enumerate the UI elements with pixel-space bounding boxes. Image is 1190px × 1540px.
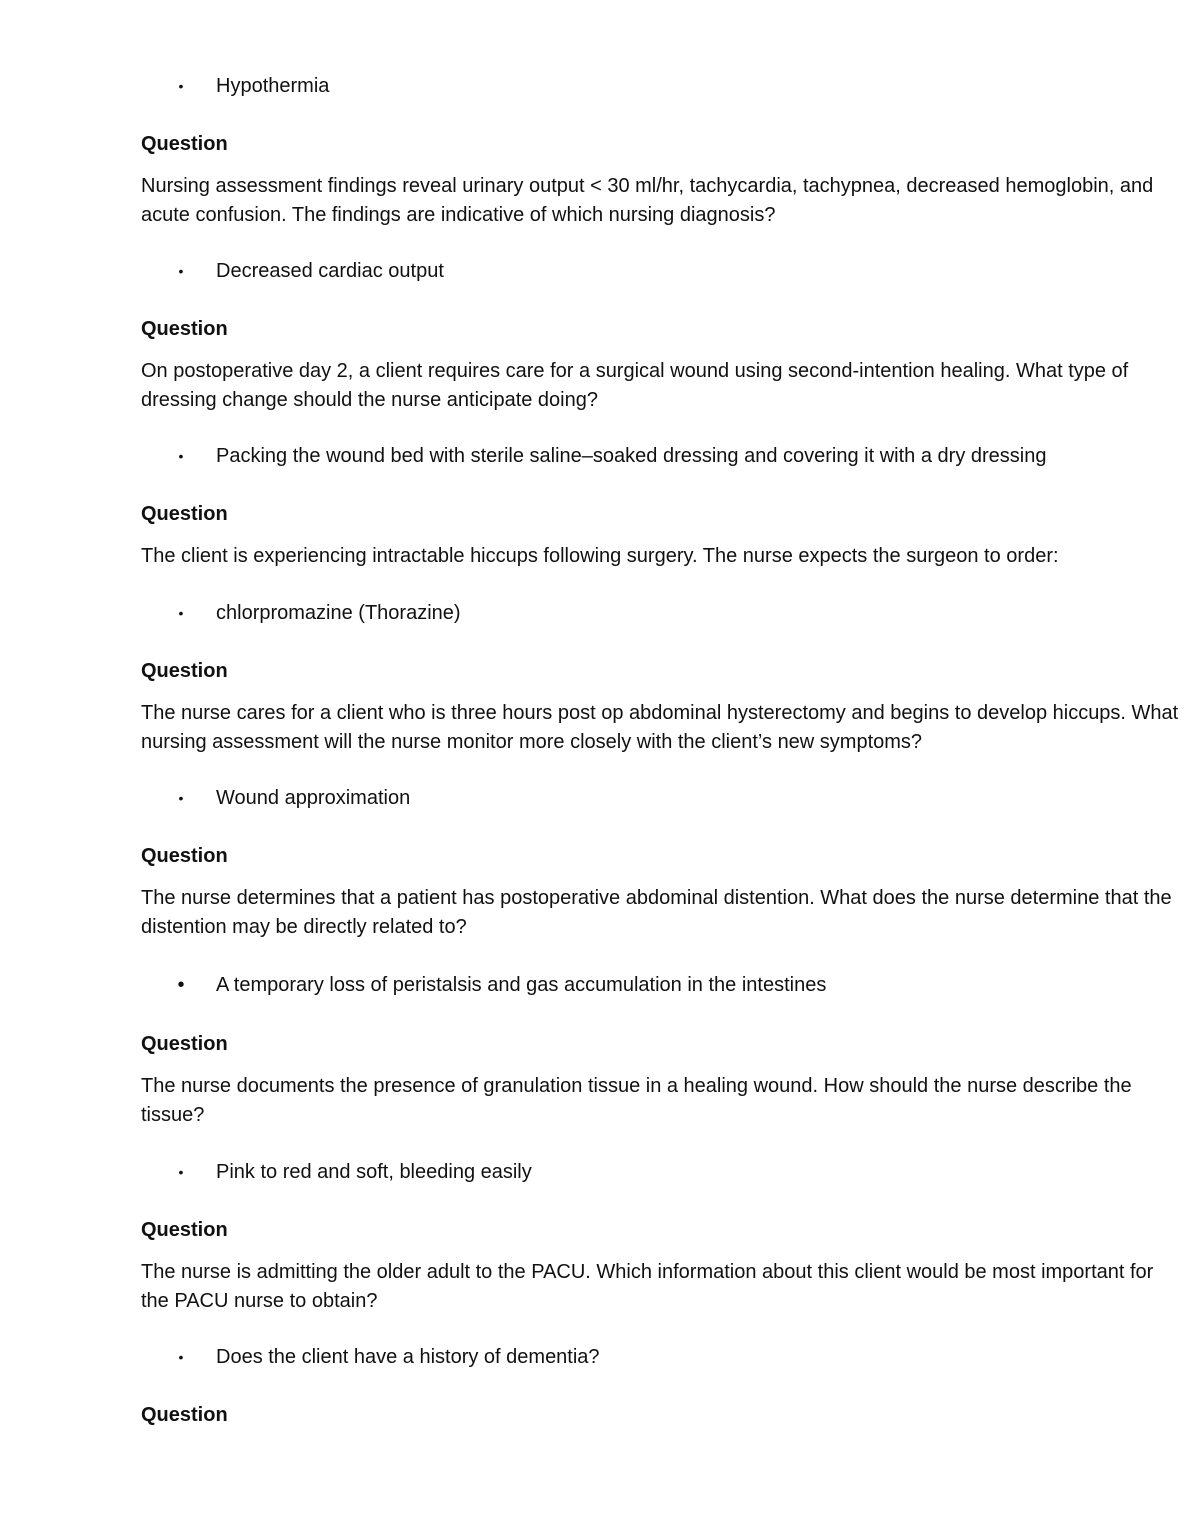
bullet-point: • — [178, 78, 184, 94]
bullet-point: • — [178, 605, 184, 621]
answer-text: chlorpromazine (Thorazine) — [216, 602, 461, 624]
question-heading: Question — [141, 1219, 228, 1241]
question-heading: Question — [141, 1033, 228, 1055]
bullet-point: • — [178, 1349, 184, 1365]
answer-bullet — [0, 598, 1190, 628]
answer-bullet — [0, 1342, 1190, 1372]
answer-bullet — [0, 256, 1190, 286]
question-heading: Question — [141, 845, 228, 867]
answer-text: Does the client have a history of dementia? — [216, 1346, 600, 1368]
answer-text: Packing the wound bed with sterile saline–soaked dressing and covering it with a dry dressing — [216, 445, 1047, 467]
bullet-point: • — [178, 790, 184, 806]
question-text: Nursing assessment findings reveal urinary output < 30 ml/hr, tachycardia, tachypnea, decreased hemoglobin, and acute confusion. The findings are indicative of which nursing diagnosis? — [141, 175, 1154, 226]
question-heading: Question — [141, 318, 228, 340]
answer-bullet — [0, 783, 1190, 813]
question-text: The nurse is admitting the older adult to the PACU. Which information about this client would be most important for the PACU nurse to obtain? — [141, 1261, 1154, 1312]
answer-text: Pink to red and soft, bleeding easily — [216, 1161, 532, 1183]
question-text: The nurse determines that a patient has postoperative abdominal distention. What does the nurse determine that the distention may be directly related to? — [141, 887, 1172, 938]
answer-bullet — [0, 71, 1190, 101]
question-heading: Question — [141, 1404, 228, 1426]
question-text: The nurse documents the presence of granulation tissue in a healing wound. How should the nurse describe the tissue? — [141, 1075, 1132, 1126]
question-text: The client is experiencing intractable hiccups following surgery. The nurse expects the surgeon to order: — [141, 545, 1059, 567]
answer-bullet — [0, 970, 1190, 1000]
question-heading: Question — [141, 503, 228, 525]
bullet-point: • — [178, 448, 184, 464]
question-heading: Question — [141, 660, 228, 682]
answer-bullet — [0, 1157, 1190, 1187]
answer-text: Decreased cardiac output — [216, 260, 444, 282]
answer-text: A temporary loss of peristalsis and gas accumulation in the intestines — [216, 974, 827, 996]
bullet-point: • — [178, 1164, 184, 1180]
answer-text: Hypothermia — [216, 75, 330, 97]
question-heading: Question — [141, 133, 228, 155]
question-text: On postoperative day 2, a client requires care for a surgical wound using second-intention healing. What type of dressing change should the nurse anticipate doing? — [141, 360, 1129, 411]
question-text: The nurse cares for a client who is three hours post op abdominal hysterectomy and begins to develop hiccups. What nursing assessment will the nurse monitor more closely with the client’s new symptoms? — [141, 702, 1179, 753]
bullet-point: • — [177, 974, 185, 996]
bullet-point: • — [178, 263, 184, 279]
answer-text: Wound approximation — [216, 787, 411, 809]
answer-bullet — [0, 441, 1190, 471]
